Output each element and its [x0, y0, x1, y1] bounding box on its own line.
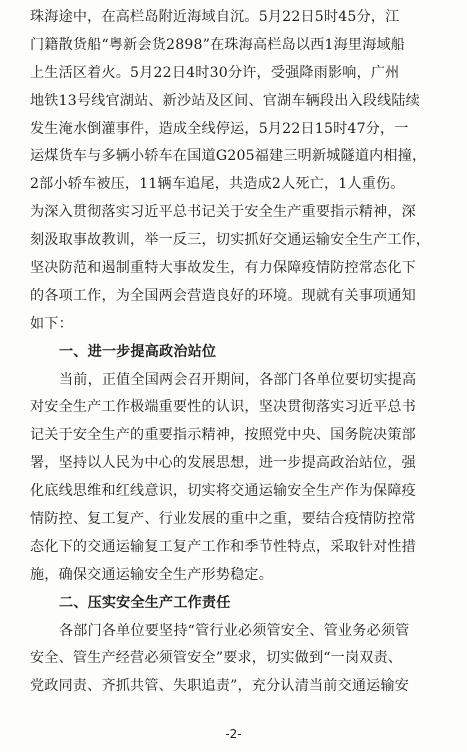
paragraph-line: 如下： — [30, 315, 73, 332]
paragraph-line: 安全、管生产经营必须管安全”要求，切实做到“一岗双责、 — [30, 650, 403, 667]
paragraph-line: 2部小轿车被压，11辆车追尾，共造成2人死亡，1人重伤。 — [30, 176, 405, 193]
paragraph-line: 记关于安全生产的重要指示精神，按照党中央、国务院决策部 — [30, 427, 416, 444]
paragraph-line: 态化下的交通运输复工复产工作和季节性特点，采取针对性措 — [30, 538, 416, 555]
paragraph-line: 刻汲取事故教训，举一反三，切实抓好交通运输安全生产工作， — [30, 232, 431, 249]
paragraph-line: 各部门各单位要坚持“管行业必须管安全、管业务必须管 — [59, 622, 410, 639]
paragraph-line: 对安全生产工作极端重要性的认识，坚决贯彻落实习近平总书 — [30, 399, 416, 416]
paragraph-line: 化底线思维和红线意识，切实将交通运输安全生产作为保障疫 — [30, 483, 416, 500]
paragraph-line: 运煤货车与多辆小轿车在国道G205福建三明新城隧道内相撞， — [30, 148, 427, 165]
document-body — [30, 4, 445, 701]
paragraph-line: 党政同责、齐抓共管、失职追责”，充分认清当前交通运输安 — [30, 678, 410, 695]
section-heading-responsibility: 二、压实安全生产工作责任 — [59, 594, 231, 611]
paragraph-line: 的各项工作，为全国两会营造良好的环境。现就有关事项通知 — [30, 287, 416, 304]
paragraph-line: 情防控、复工复产、行业发展的重中之重，要结合疫情防控常 — [30, 511, 416, 528]
paragraph-line: 地铁13号线官湖站、新沙站及区间、官湖车辆段出入段线陆续 — [30, 92, 420, 109]
paragraph-line: 珠海途中，在高栏岛附近海域自沉。5月22日5时45分，江 — [30, 9, 400, 25]
paragraph-line: 上生活区着火。5月22日4时30分许，受强降雨影响，广州 — [30, 64, 400, 81]
paragraph-line: 署，坚持以人民为中心的发展思想，进一步提高政治站位，强 — [30, 455, 416, 472]
paragraph-line: 坚决防范和遏制重特大事故发生，有力保障疫情防控常态化下 — [30, 260, 416, 277]
paragraph-line: 施，确保交通运输安全生产形势稳定。 — [30, 566, 273, 583]
paragraph-line: 门籍散货船“粤新会货2898”在珠海高栏岛以西1海里海域船 — [30, 36, 406, 53]
section-heading-political-stance: 一、进一步提高政治站位 — [59, 343, 217, 360]
paragraph-line: 为深入贯彻落实习近平总书记关于安全生产重要指示精神，深 — [30, 204, 416, 221]
paragraph-line: 当前，正值全国两会召开期间，各部门各单位要切实提高 — [59, 371, 417, 388]
paragraph-line: 发生淹水倒灌事件，造成全线停运，5月22日15时47分，一 — [30, 120, 409, 137]
page-number: -2- — [225, 727, 242, 741]
